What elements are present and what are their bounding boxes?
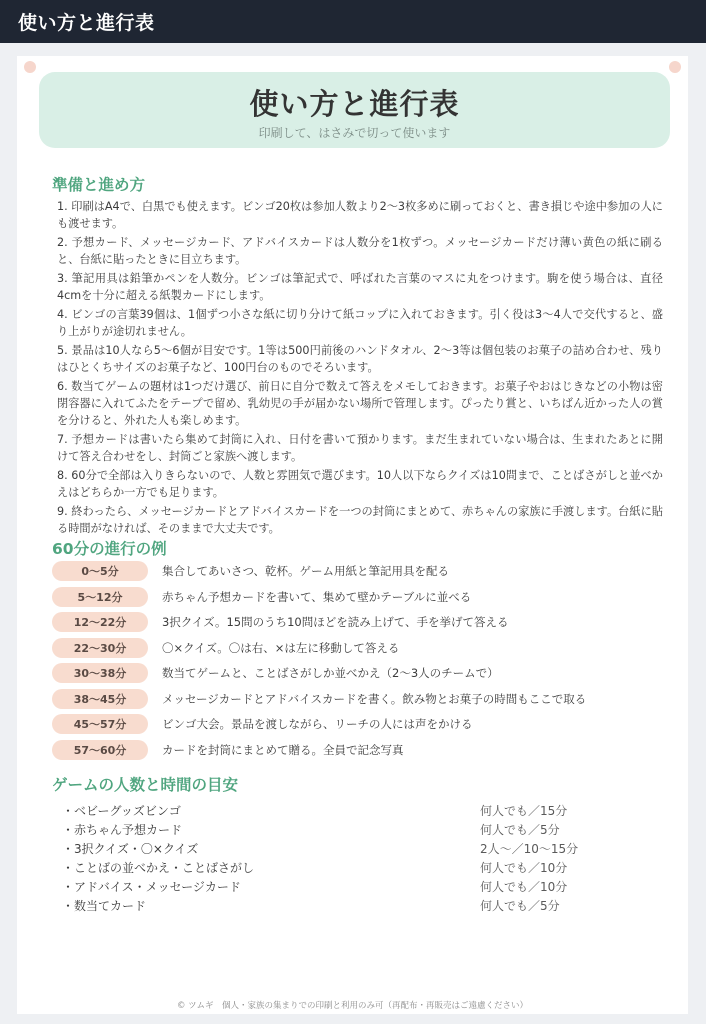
list-item bbox=[62, 820, 642, 839]
game-guideline: 何人でも／10分 bbox=[480, 861, 568, 875]
game-name: ・赤ちゃん予想カード bbox=[62, 823, 183, 837]
step-item: 9. 終わったら、メッセージカードとアドバイスカードを一つの封筒にまとめて、赤ちゃんの家族に手渡します。台紙に貼る時間がなければ、そのままで大丈夫です。 bbox=[57, 505, 663, 535]
preparation-steps bbox=[57, 198, 663, 539]
section-heading-preparation: 準備と進め方 bbox=[52, 176, 146, 194]
schedule-row bbox=[52, 740, 662, 760]
schedule-description: メッセージカードとアドバイスカードを書く。飲み物とお菓子の時間もここで取る bbox=[162, 691, 587, 706]
time-badge: 57〜60分 bbox=[52, 740, 148, 760]
time-badge: 0〜5分 bbox=[52, 561, 148, 581]
list-item bbox=[62, 858, 642, 877]
game-name: ・アドバイス・メッセージカード bbox=[62, 880, 241, 894]
time-badge: 30〜38分 bbox=[52, 663, 148, 683]
corner-dot-right bbox=[669, 61, 681, 73]
step-item: 5. 景品は10人なら5〜6個が目安です。1等は500円前後のハンドタオル、2〜3等は個包装のお菓子の詰め合わせ、残りはひとくちサイズのお菓子など、100円台のものでそろいます。 bbox=[57, 344, 663, 374]
time-badge: 38〜45分 bbox=[52, 689, 148, 709]
game-name: ・ことばの並べかえ・ことばさがし bbox=[62, 861, 255, 875]
title-banner bbox=[39, 72, 670, 148]
schedule-description: 〇×クイズ。〇は右、×は左に移動して答える bbox=[162, 640, 400, 655]
copyright-footer: © ツムギ 個人・家族の集まりでの印刷と利用のみ可（再配布・再販売はご遠慮ください） bbox=[176, 1001, 529, 1011]
schedule-row bbox=[52, 638, 662, 658]
schedule-description: カードを封筒にまとめて贈る。全員で記念写真 bbox=[162, 742, 404, 757]
section-heading-games: ゲームの人数と時間の目安 bbox=[52, 776, 239, 794]
section-heading-schedule: 60分の進行の例 bbox=[52, 540, 167, 558]
list-item bbox=[62, 896, 642, 915]
document-page bbox=[17, 56, 688, 1014]
list-item bbox=[62, 839, 642, 858]
time-badge: 12〜22分 bbox=[52, 612, 148, 632]
schedule-row bbox=[52, 587, 662, 607]
corner-dot-left bbox=[24, 61, 36, 73]
schedule-description: ビンゴ大会。景品を渡しながら、リーチの人には声をかける bbox=[162, 717, 473, 731]
schedule-description: 3択クイズ。15問のうち10問ほどを読み上げて、手を挙げて答える bbox=[162, 615, 509, 629]
time-badge: 45〜57分 bbox=[52, 714, 148, 734]
page-subtitle: 印刷して、はさみで切って使います bbox=[258, 126, 451, 140]
schedule-table bbox=[52, 561, 662, 765]
step-item: 8. 60分で全部は入りきらないので、人数と雰囲気で選びます。10人以下ならクイズは10問まで、ことばさがしと並べかえはどちらか一方でも足ります。 bbox=[57, 469, 663, 499]
step-item: 7. 予想カードは書いたら集めて封筒に入れ、日付を書いて預かります。まだ生まれていない場合は、生まれたあとに開けて答え合わせをし、封筒ごと家族へ渡します。 bbox=[57, 433, 663, 463]
game-guideline: 2人〜／10〜15分 bbox=[480, 842, 579, 856]
game-guideline: 何人でも／5分 bbox=[480, 823, 560, 837]
window-title: 使い方と進行表 bbox=[18, 12, 155, 34]
window-title-bar bbox=[0, 0, 706, 43]
game-guideline: 何人でも／15分 bbox=[480, 804, 568, 818]
step-item: 3. 筆記用具は鉛筆かペンを人数分。ビンゴは筆記式で、呼ばれた言葉のマスに丸をつけます。駒を使う場合は、直径4cmを十分に超える紙製カードにします。 bbox=[57, 272, 663, 302]
step-item: 4. ビンゴの言葉39個は、1個ずつ小さな紙に切り分けて紙コップに入れておきます。引く役は3〜4人で交代すると、盛り上がりが途切れません。 bbox=[57, 308, 663, 338]
schedule-row bbox=[52, 612, 662, 632]
game-name: ・ベビーグッズビンゴ bbox=[62, 804, 181, 818]
step-item: 1. 印刷はA4で、白黒でも使えます。ビンゴ20枚は参加人数より2〜3枚多めに刷っておくと、書き損じや途中参加の人にも渡せます。 bbox=[57, 200, 663, 230]
step-item: 2. 予想カード、メッセージカード、アドバイスカードは人数分を1枚ずつ。メッセージカードだけ薄い黄色の紙に刷ると、台紙に貼ったときに目立ちます。 bbox=[57, 236, 663, 266]
game-name: ・数当てカード bbox=[62, 899, 147, 913]
schedule-description: 赤ちゃん予想カードを書いて、集めて壁かテーブルに並べる bbox=[162, 589, 472, 604]
games-list bbox=[62, 801, 642, 915]
schedule-row bbox=[52, 714, 662, 734]
game-guideline: 何人でも／10分 bbox=[480, 880, 568, 894]
schedule-row bbox=[52, 663, 662, 683]
step-item: 6. 数当てゲームの題材は1つだけ選び、前日に自分で数えて答えをメモしておきます。お菓子やおはじきなどの小物は密閉容器に入れてふたをテープで留め、乳幼児の手が届かない場所で管理します。ぴったり賞と、いちばん近かった人の賞を分けると、外れた人も楽しめます。 bbox=[57, 380, 663, 427]
game-name: ・3択クイズ・〇×クイズ bbox=[62, 842, 199, 856]
game-guideline: 何人でも／5分 bbox=[480, 899, 560, 913]
page-title: 使い方と進行表 bbox=[249, 87, 460, 121]
list-item bbox=[62, 877, 642, 896]
time-badge: 5〜12分 bbox=[52, 587, 148, 607]
schedule-description: 数当てゲームと、ことばさがしか並べかえ（2〜3人のチームで） bbox=[162, 666, 499, 680]
schedule-description: 集合してあいさつ、乾杯。ゲーム用紙と筆記用具を配る bbox=[162, 564, 450, 578]
time-badge: 22〜30分 bbox=[52, 638, 148, 658]
schedule-row bbox=[52, 561, 662, 581]
schedule-row bbox=[52, 689, 662, 709]
list-item bbox=[62, 801, 642, 820]
